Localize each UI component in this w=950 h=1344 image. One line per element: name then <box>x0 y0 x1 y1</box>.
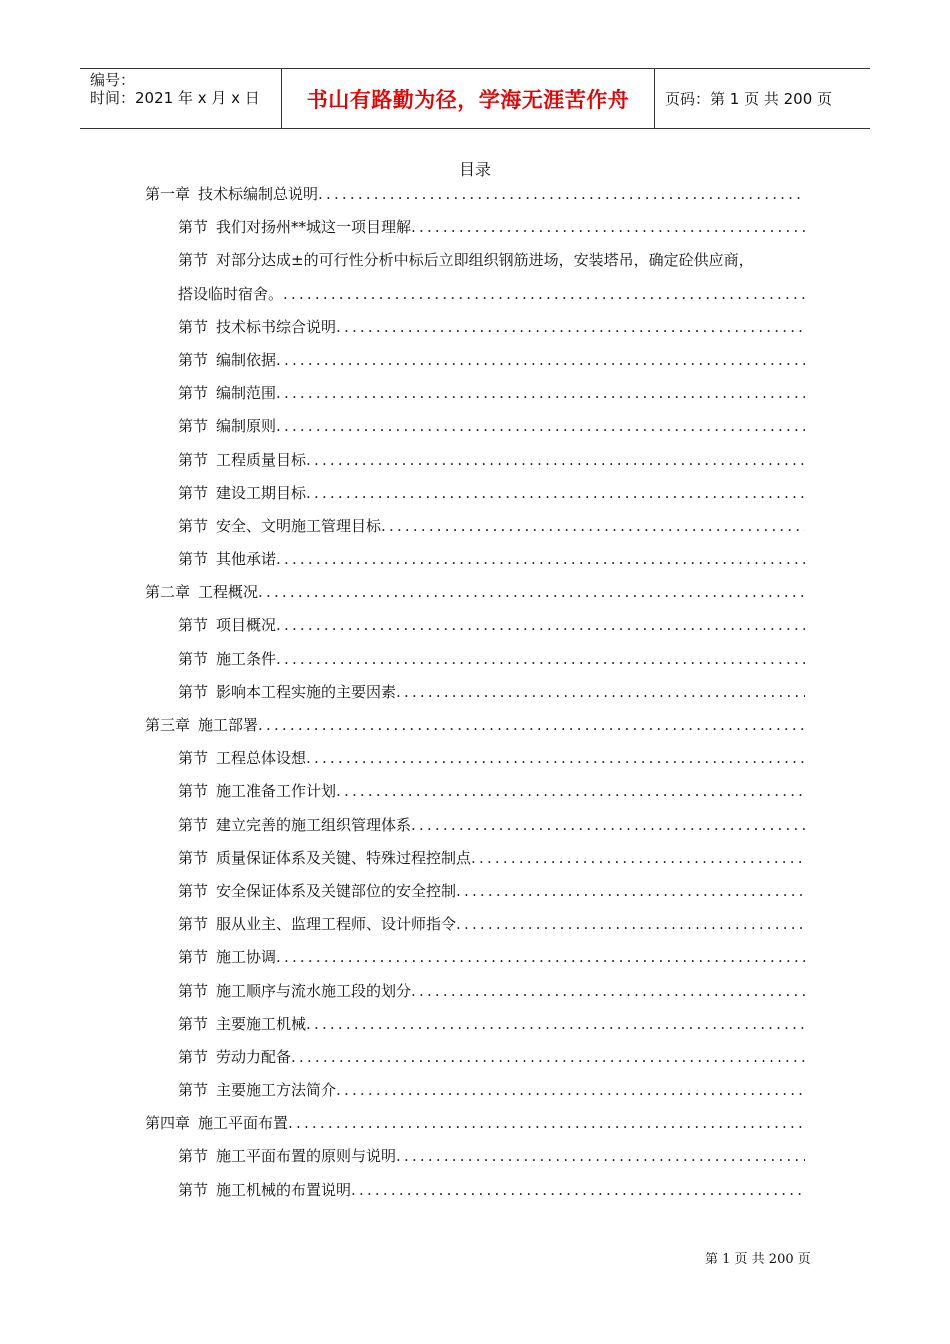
toc-entry-label <box>178 479 306 507</box>
toc-entry-title: 技术标书综合说明 <box>216 317 337 336</box>
toc-entry-label <box>178 213 411 241</box>
toc-entry-title: 影响本工程实施的主要因素 <box>216 682 397 701</box>
toc-dot-leader <box>411 213 805 241</box>
toc-entry-label <box>178 280 283 308</box>
toc-entry[interactable] <box>145 1010 805 1043</box>
toc-dot-leader <box>411 977 805 1005</box>
toc-entry-label <box>178 512 381 540</box>
toc-entry-prefix: 第节 <box>178 1180 209 1199</box>
toc-entry-title: 项目概况 <box>216 616 277 635</box>
toc-dot-leader <box>258 711 805 739</box>
toc-dot-leader <box>306 1010 805 1038</box>
document-number-label: 编号： <box>90 71 136 89</box>
toc-entry-prefix: 第节 <box>178 1081 209 1100</box>
toc-entry-title: 建设工期目标 <box>216 483 307 502</box>
toc-entry-title: 主要施工方法简介 <box>216 1081 337 1100</box>
toc-entry-label <box>178 943 276 971</box>
toc-dot-leader <box>336 777 805 805</box>
toc-entry-title: 安全、文明施工管理目标 <box>216 516 382 535</box>
toc-entry-title: 工程质量目标 <box>216 450 307 469</box>
toc-entry-label <box>178 1043 291 1071</box>
toc-entry-prefix: 第节 <box>178 782 209 801</box>
toc-entry-prefix: 第节 <box>178 218 209 237</box>
page-footer: 第 1 页 共 200 页 <box>705 1252 811 1267</box>
header-meta <box>80 69 281 128</box>
toc-entry[interactable] <box>145 346 805 379</box>
toc-entry[interactable] <box>145 645 805 678</box>
toc-entry-title: 工程概况 <box>198 583 259 602</box>
toc-dot-leader <box>306 479 805 507</box>
toc-entry[interactable] <box>145 744 805 777</box>
toc-entry-prefix: 第节 <box>178 815 209 834</box>
toc-entry-prefix: 第节 <box>178 450 209 469</box>
toc-entry[interactable] <box>145 280 805 313</box>
toc-entry[interactable] <box>145 1076 805 1109</box>
toc-entry-prefix: 第节 <box>178 1014 209 1033</box>
toc-dot-leader <box>381 512 805 540</box>
toc-entry[interactable] <box>145 844 805 877</box>
toc-entry-label <box>178 313 336 341</box>
toc-entry[interactable] <box>145 1176 805 1209</box>
toc-entry-label <box>178 1010 306 1038</box>
toc-entry-prefix: 第一章 <box>145 185 191 203</box>
toc-dot-leader <box>306 446 805 474</box>
toc-entry-prefix: 第节 <box>178 384 209 403</box>
page-number-label: 页码：第 1 页 共 200 页 <box>665 90 833 108</box>
toc-dot-leader <box>471 844 805 872</box>
toc-entry[interactable] <box>145 943 805 976</box>
toc-entry-prefix: 第节 <box>178 616 209 635</box>
toc-entry-title: 施工部署 <box>198 716 259 734</box>
toc-entry[interactable] <box>145 877 805 910</box>
toc-entry[interactable] <box>145 811 805 844</box>
toc-entry-label <box>178 777 336 805</box>
toc-entry-title: 质量保证体系及关键、特殊过程控制点 <box>216 848 472 867</box>
toc-entry-label <box>178 877 456 905</box>
toc-entry-title: 安全保证体系及关键部位的安全控制 <box>216 881 457 900</box>
toc-dot-leader <box>396 1142 805 1170</box>
toc-dot-leader <box>276 346 805 374</box>
toc-entry-label <box>178 844 471 872</box>
toc-entry-prefix: 第节 <box>178 417 209 436</box>
toc-entry-prefix: 第节 <box>178 749 209 768</box>
toc-entry-label <box>178 744 306 772</box>
toc-entry-label <box>145 711 258 739</box>
toc-entry-label <box>145 578 258 606</box>
toc-entry-title: 施工机械的布置说明 <box>216 1180 352 1199</box>
toc-entry[interactable] <box>145 479 805 512</box>
toc-entry-prefix: 第节 <box>178 516 209 535</box>
header-page-info <box>655 69 870 128</box>
toc-entry-prefix: 第二章 <box>145 583 191 602</box>
header-motto <box>281 69 655 128</box>
toc-dot-leader <box>258 578 805 606</box>
toc-entry-label <box>178 678 396 706</box>
toc-entry-label <box>178 446 306 474</box>
toc-entry[interactable] <box>145 446 805 479</box>
toc-entry[interactable] <box>145 545 805 578</box>
toc-entry[interactable] <box>145 1142 805 1175</box>
toc-entry-title: 施工条件 <box>216 649 277 668</box>
toc-dot-leader <box>276 545 805 573</box>
toc-entry-title: 对部分达成±的可行性分析中标后立即组织钢筋进场，安装塔吊，确定砼供应商， <box>216 251 754 270</box>
toc-dot-leader <box>276 611 805 639</box>
toc-entry-prefix: 第节 <box>178 915 209 934</box>
toc-entry-label <box>178 545 276 573</box>
toc-title: 目录 <box>458 160 491 179</box>
toc-entry-title: 技术标编制总说明 <box>198 185 319 203</box>
toc-entry[interactable] <box>145 412 805 445</box>
toc-dot-leader <box>276 943 805 971</box>
document-date-label: 时间：2021 年 x 月 x 日 <box>90 89 260 107</box>
table-of-contents <box>145 180 805 1209</box>
toc-entry-label <box>178 977 411 1005</box>
toc-dot-leader <box>276 645 805 673</box>
toc-entry-prefix: 第节 <box>178 317 209 336</box>
toc-entry[interactable] <box>145 246 805 279</box>
toc-entry-label <box>178 811 411 839</box>
toc-entry-prefix: 第节 <box>178 948 209 967</box>
toc-entry-label <box>178 645 276 673</box>
toc-entry[interactable] <box>145 711 805 744</box>
toc-dot-leader <box>288 1109 805 1137</box>
toc-entry-title: 工程总体设想 <box>216 749 307 768</box>
toc-dot-leader <box>456 910 805 938</box>
toc-entry[interactable] <box>145 213 805 246</box>
toc-entry-title: 主要施工机械 <box>216 1014 307 1033</box>
toc-entry-prefix: 第节 <box>178 251 209 270</box>
toc-entry[interactable] <box>145 678 805 711</box>
toc-entry-prefix: 第节 <box>178 649 209 668</box>
document-header <box>80 68 870 129</box>
toc-dot-leader <box>336 313 805 341</box>
toc-entry-title: 编制原则 <box>216 417 277 436</box>
toc-dot-leader <box>276 412 805 440</box>
toc-entry[interactable] <box>145 1109 805 1142</box>
toc-entry-title: 施工顺序与流水施工段的划分 <box>216 981 412 1000</box>
toc-dot-leader <box>306 744 805 772</box>
toc-dot-leader <box>336 1076 805 1104</box>
toc-entry[interactable] <box>145 910 805 943</box>
toc-entry-title: 施工平面布置的原则与说明 <box>216 1147 397 1166</box>
toc-entry-prefix: 第节 <box>178 682 209 701</box>
toc-entry[interactable] <box>145 313 805 346</box>
toc-entry-prefix: 第节 <box>178 1147 209 1166</box>
toc-entry-label <box>178 246 754 274</box>
toc-dot-leader <box>411 811 805 839</box>
toc-entry-title: 服从业主、监理工程师、设计师指令 <box>216 915 457 934</box>
toc-entry[interactable] <box>145 1043 805 1076</box>
toc-entry-title: 施工平面布置 <box>198 1114 289 1133</box>
toc-entry-prefix: 第节 <box>178 483 209 502</box>
toc-entry-prefix: 第节 <box>178 981 209 1000</box>
toc-entry-prefix: 第三章 <box>145 716 191 734</box>
toc-entry-prefix: 第节 <box>178 881 209 900</box>
toc-entry-label <box>178 910 456 938</box>
toc-entry-label <box>178 611 276 639</box>
toc-entry[interactable] <box>145 512 805 545</box>
toc-dot-leader <box>351 1176 805 1204</box>
toc-entry-title: 劳动力配备 <box>216 1047 292 1066</box>
toc-entry[interactable] <box>145 977 805 1010</box>
toc-entry-label <box>178 1142 396 1170</box>
toc-dot-leader <box>456 877 805 905</box>
toc-entry[interactable] <box>145 777 805 810</box>
toc-dot-leader <box>291 1043 805 1071</box>
toc-entry[interactable] <box>145 379 805 412</box>
toc-entry-title: 施工准备工作计划 <box>216 782 337 801</box>
toc-entry-title: 编制范围 <box>216 384 277 403</box>
toc-entry-prefix: 第节 <box>178 1047 209 1066</box>
toc-entry-label <box>178 1176 351 1204</box>
toc-dot-leader <box>396 678 805 706</box>
toc-entry-prefix: 第节 <box>178 350 209 369</box>
toc-entry-prefix: 第四章 <box>145 1114 191 1133</box>
toc-entry[interactable] <box>145 611 805 644</box>
toc-entry[interactable] <box>145 180 805 213</box>
motto-text: 书山有路勤为径，学海无涯苦作舟 <box>306 87 630 112</box>
toc-entry[interactable] <box>145 578 805 611</box>
toc-dot-leader <box>318 180 805 208</box>
toc-entry-label <box>178 412 276 440</box>
toc-entry-label <box>178 346 276 374</box>
toc-entry-title: 我们对扬州**城这一项目理解 <box>216 218 412 237</box>
toc-entry-title: 其他承诺 <box>216 550 277 569</box>
toc-entry-label <box>145 1109 288 1137</box>
toc-entry-title: 施工协调 <box>216 948 277 967</box>
toc-entry-title: 搭设临时宿舍。 <box>178 284 284 303</box>
toc-entry-title: 建立完善的施工组织管理体系 <box>216 815 412 834</box>
toc-entry-label <box>145 180 318 208</box>
toc-entry-prefix: 第节 <box>178 848 209 867</box>
toc-dot-leader <box>276 379 805 407</box>
toc-entry-label <box>178 379 276 407</box>
toc-dot-leader <box>283 280 805 308</box>
toc-entry-prefix: 第节 <box>178 550 209 569</box>
toc-entry-title: 编制依据 <box>216 350 277 369</box>
toc-entry-label <box>178 1076 336 1104</box>
